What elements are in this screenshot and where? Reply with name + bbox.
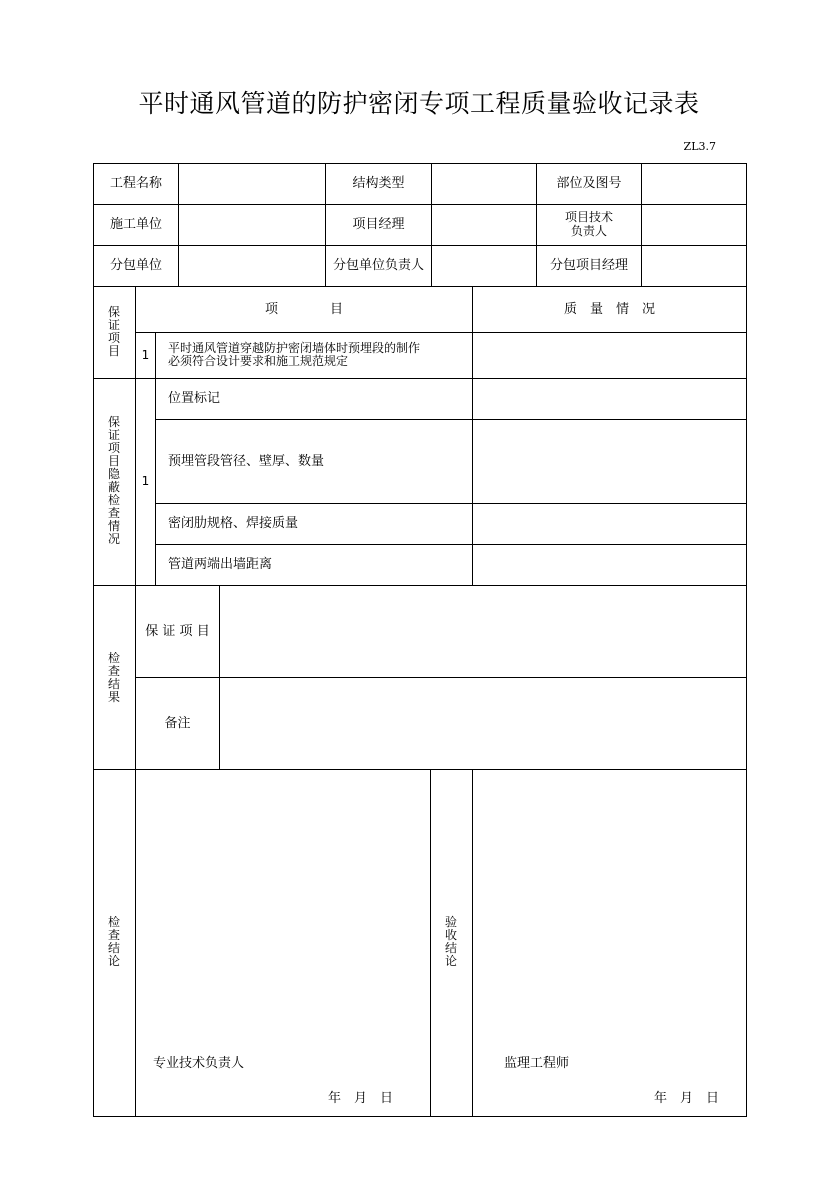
hidden-item-position-mark: 位置标记 [168,391,221,406]
construction-unit-label: 施工单位 [109,217,162,232]
result-section-label: 检查结果 [107,651,120,704]
remark-label: 备注 [164,716,191,731]
subcontract-unit-label: 分包单位 [109,258,162,273]
guarantee-item-text-line2: 必须符合设计要求和施工规范规定 [168,354,349,368]
hidden-inspection-section-label: 保证项目隐蔽检查情况 [107,415,120,546]
result-guarantee-label: 保 证 项 目 [145,624,210,639]
hidden-item-wall-distance: 管道两端出墙距离 [168,557,273,572]
subcontract-lead-label: 分包单位负责人 [332,258,424,273]
project-name-label: 工程名称 [109,176,162,191]
page-title: 平时通风管道的防护密闭专项工程质量验收记录表 [138,89,700,118]
hidden-item-no: 1 [141,474,150,488]
project-manager-label: 项目经理 [352,217,405,232]
acceptance-signer-label: 监理工程师 [504,1056,570,1071]
inspection-date: 年 月 日 [328,1091,394,1106]
tech-lead-label-line1: 项目技术 [564,210,613,224]
structure-type-label: 结构类型 [352,176,405,191]
item-column-header: 项 目 [264,302,343,317]
quality-column-header: 质 量 情 况 [563,302,655,317]
subcontract-manager-label: 分包项目经理 [549,258,628,273]
inspection-conclusion-label: 检查结论 [107,915,120,968]
form-code: ZL3.7 [683,140,716,153]
guarantee-item-no: 1 [141,348,150,362]
hidden-item-pipe-spec: 预埋管段管径、壁厚、数量 [168,454,325,469]
guarantee-section-label: 保证项目 [107,305,120,358]
hidden-item-rib-weld: 密闭肋规格、焊接质量 [168,516,299,531]
tech-lead-label-line2: 负责人 [570,224,607,238]
inspection-signer-label: 专业技术负责人 [153,1056,245,1071]
guarantee-item-text-line1: 平时通风管道穿越防护密闭墙体时预埋段的制作 [168,341,421,355]
acceptance-date: 年 月 日 [654,1091,720,1106]
acceptance-conclusion-label: 验收结论 [444,915,457,968]
location-drawing-label: 部位及图号 [556,176,622,191]
